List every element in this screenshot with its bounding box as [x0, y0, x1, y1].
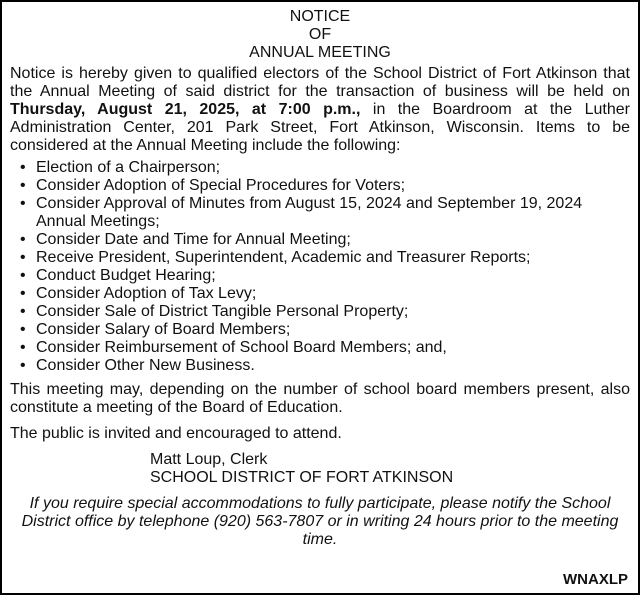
agenda-item — [20, 357, 630, 375]
bullet-icon: • — [20, 249, 26, 266]
title-line-1: NOTICE — [289, 8, 351, 25]
publication-code: WNAXLP — [563, 571, 628, 588]
agenda-item-text: Conduct Budget Hearing; — [36, 267, 216, 284]
agenda-item — [20, 249, 630, 267]
agenda-item-text: Consider Date and Time for Annual Meeting; — [36, 231, 351, 248]
agenda-item — [20, 267, 630, 285]
agenda-item-text: Consider Approval of Minutes from August 15, 2024 and September 19, 2024 Annual Meetings; — [36, 195, 583, 230]
bullet-icon: • — [20, 177, 26, 194]
meeting-datetime: Thursday, August 21, 2025, at 7:00 p.m., — [10, 101, 361, 118]
agenda-item — [20, 159, 630, 177]
agenda-item-text: Consider Reimbursement of School Board Members; and, — [36, 339, 447, 356]
agenda-item-text: Consider Salary of Board Members; — [36, 321, 291, 338]
bullet-icon: • — [20, 159, 26, 176]
bullet-icon: • — [20, 321, 26, 338]
agenda-item — [20, 195, 630, 231]
intro-paragraph — [10, 65, 630, 155]
signature-block — [150, 451, 630, 487]
agenda-item — [20, 285, 630, 303]
agenda-item-text: Election of a Chairperson; — [36, 159, 221, 176]
bullet-icon: • — [20, 231, 26, 248]
bullet-icon: • — [20, 303, 26, 320]
agenda-item-text: Receive President, Superintendent, Academic and Treasurer Reports; — [36, 249, 531, 266]
agenda-item — [20, 303, 630, 321]
clerk-name: Matt Loup, Clerk — [150, 451, 268, 468]
agenda-item — [20, 321, 630, 339]
agenda-item-text: Consider Other New Business. — [36, 357, 255, 374]
title-line-2: OF — [308, 26, 332, 43]
bullet-icon: • — [20, 267, 26, 284]
agenda-item — [20, 339, 630, 357]
agenda-item-text: Consider Adoption of Tax Levy; — [36, 285, 257, 302]
bullet-icon: • — [20, 339, 26, 356]
agenda-list — [10, 159, 630, 375]
notice-title — [10, 8, 630, 62]
agenda-item-text: Consider Adoption of Special Procedures for Voters; — [36, 177, 406, 194]
intro-text-start: Notice is hereby given to qualified electors of the School District of Fort Atkinson that the Annual Meeting of said district for the transaction of business will be held on — [10, 65, 630, 100]
board-note: This meeting may, depending on the number of school board members present, also constitute a meeting of the Board of Education. — [10, 381, 630, 416]
agenda-item — [20, 231, 630, 249]
district-name: SCHOOL DISTRICT OF FORT ATKINSON — [150, 469, 454, 486]
public-note: The public is invited and encouraged to attend. — [10, 425, 342, 442]
agenda-item-text: Consider Sale of District Tangible Personal Property; — [36, 303, 409, 320]
bullet-icon: • — [20, 285, 26, 302]
title-line-3: ANNUAL MEETING — [249, 44, 391, 61]
intro-text-end: in the Boardroom at the Luther Administration Center, 201 Park Street, Fort Atkinson, Wisconsin. Items to be considered at the Annual Meeting include the following: — [10, 101, 630, 154]
accommodation-note: If you require special accommodations to fully participate, please notify the School District office by telephone (920) 563-7807 or in writing 24 hours prior to the meeting time. — [21, 495, 619, 548]
bullet-icon: • — [20, 357, 26, 374]
agenda-item — [20, 177, 630, 195]
bullet-icon: • — [20, 195, 26, 212]
